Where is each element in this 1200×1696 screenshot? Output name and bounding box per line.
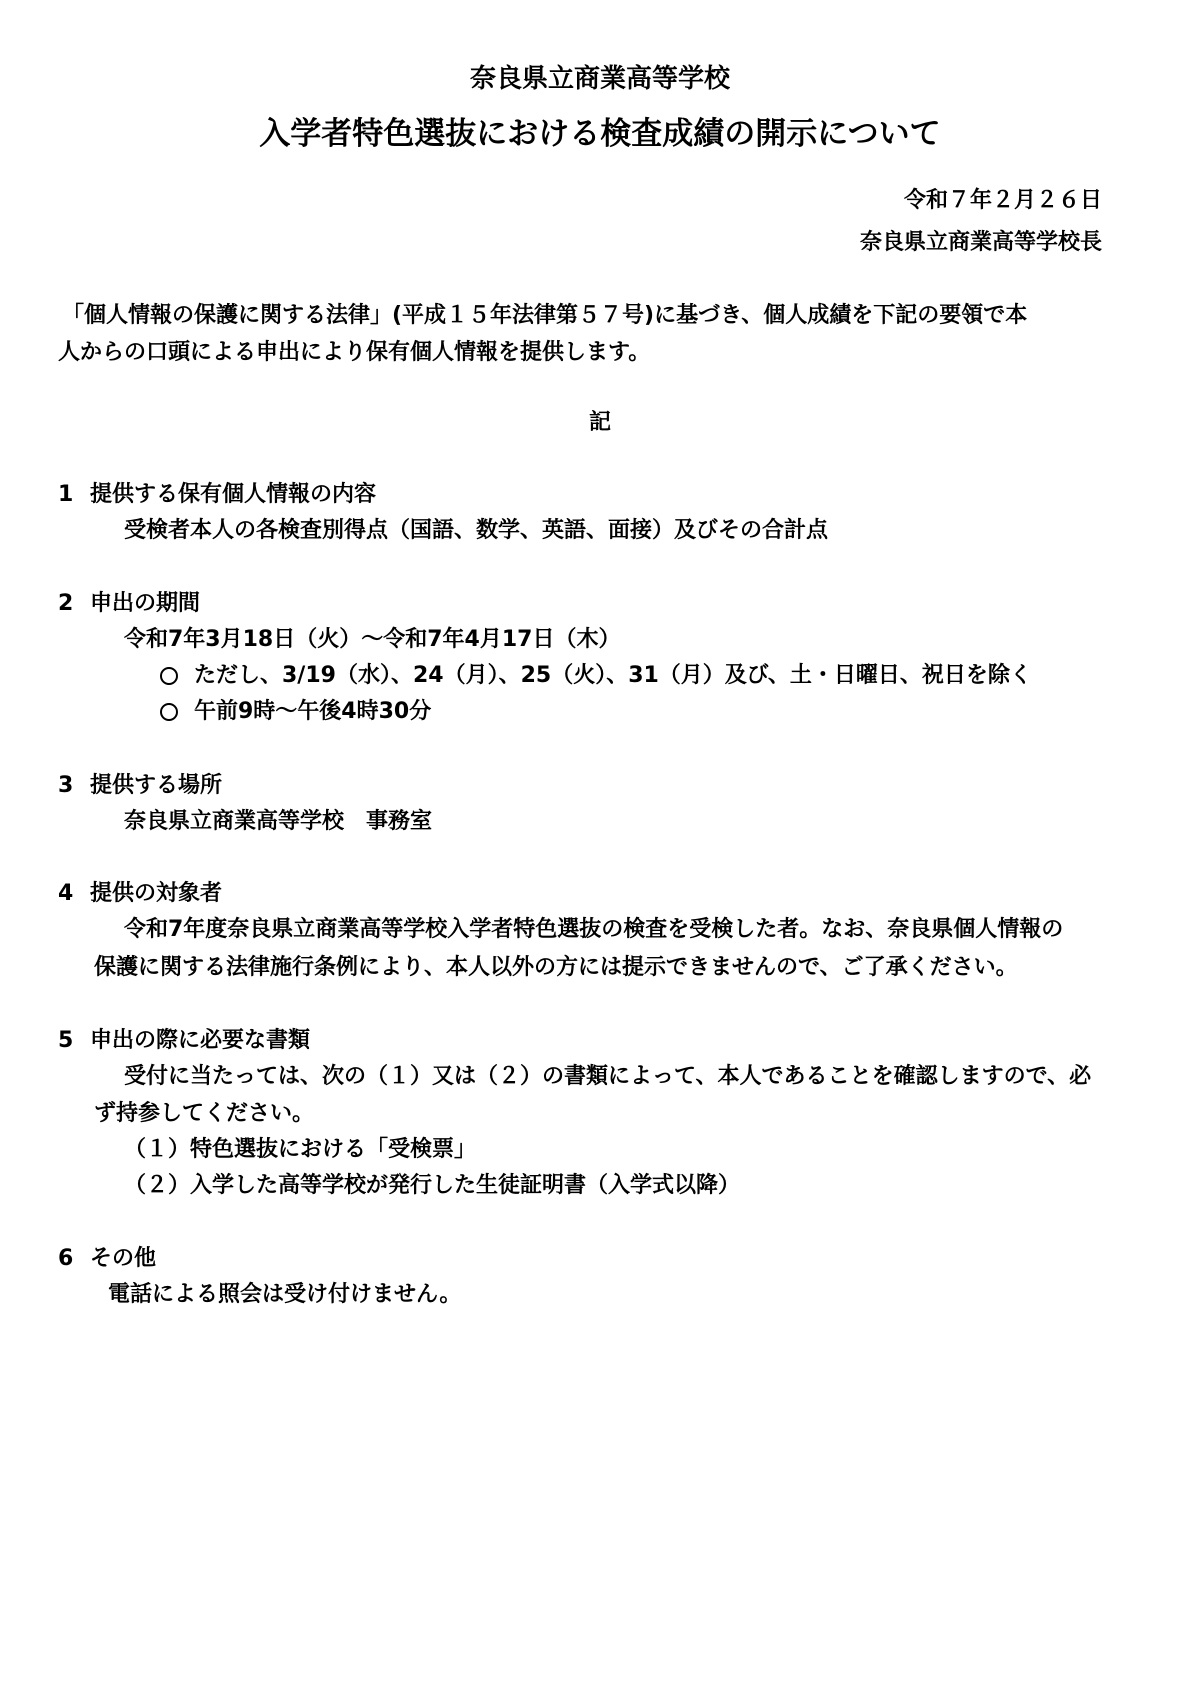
section-4-body-line-1: 令和7年度奈良県立商業高等学校入学者特色選抜の検査を受検した者。なお、奈良県個人情報の [124,917,1064,942]
section-5-body-line-1: 受付に当たっては、次の（１）又は（２）の書類によって、本人であることを確認しますので、必 [124,1064,1092,1089]
section-4-heading [58,879,222,909]
section-number: 1 [58,482,74,507]
section-number: 4 [58,881,74,906]
circle-bullet-icon [160,703,178,721]
issue-date: 令和７年２月２６日 [903,188,1102,213]
section-heading-text: 提供する場所 [90,773,223,798]
ki-marker: 記 [588,410,611,435]
section-1-heading [58,480,376,510]
section-2-bullet-2 [160,697,431,727]
section-5-body-line-2: ず持参してください。 [94,1101,315,1126]
section-number: 5 [58,1028,74,1053]
section-1-body: 受検者本人の各検査別得点（国語、数学、英語、面接）及びその合計点 [124,518,829,543]
section-heading-text: 申出の際に必要な書類 [90,1028,311,1053]
school-name: 奈良県立商業高等学校 [469,64,730,94]
section-number: 2 [58,591,74,616]
section-5-item-1: （１）特色選抜における「受検票」 [124,1137,477,1162]
section-number: 6 [58,1246,74,1271]
section-5-item-2: （２）入学した高等学校が発行した生徒証明書（入学式以降） [124,1173,741,1198]
bullet-text: 午前9時～午後4時30分 [194,699,432,724]
document-title: 入学者特色選抜における検査成績の開示について [259,116,941,152]
intro-line-2: 人からの口頭による申出により保有個人情報を提供します。 [58,340,651,365]
section-heading-text: 提供の対象者 [90,881,223,906]
circle-bullet-icon [160,667,178,685]
section-3-body: 奈良県立商業高等学校 事務室 [124,809,433,834]
section-5-heading [58,1026,310,1056]
intro-line-1: 「個人情報の保護に関する法律」(平成１５年法律第５７号)に基づき、個人成績を下記の要領で本 [62,303,1028,328]
section-4-body-line-2: 保護に関する法律施行条例により、本人以外の方には提示できませんので、ご了承ください。 [94,955,1018,980]
section-heading-text: 提供する保有個人情報の内容 [90,482,377,507]
bullet-text: ただし、3/19（水）、24（月）、25（火）、31（月）及び、土・日曜日、祝日を除く [194,663,1032,688]
section-number: 3 [58,773,74,798]
section-3-heading [58,771,222,801]
section-6-heading [58,1244,156,1274]
issuer-name: 奈良県立商業高等学校長 [859,230,1102,255]
section-2-bullet-1 [160,661,1032,691]
section-heading-text: 申出の期間 [90,591,201,616]
section-2-period: 令和7年3月18日（火）～令和7年4月17日（木） [124,627,621,652]
section-6-body: 電話による照会は受け付けません。 [108,1282,462,1307]
section-2-heading [58,589,200,619]
section-heading-text: その他 [90,1246,157,1271]
